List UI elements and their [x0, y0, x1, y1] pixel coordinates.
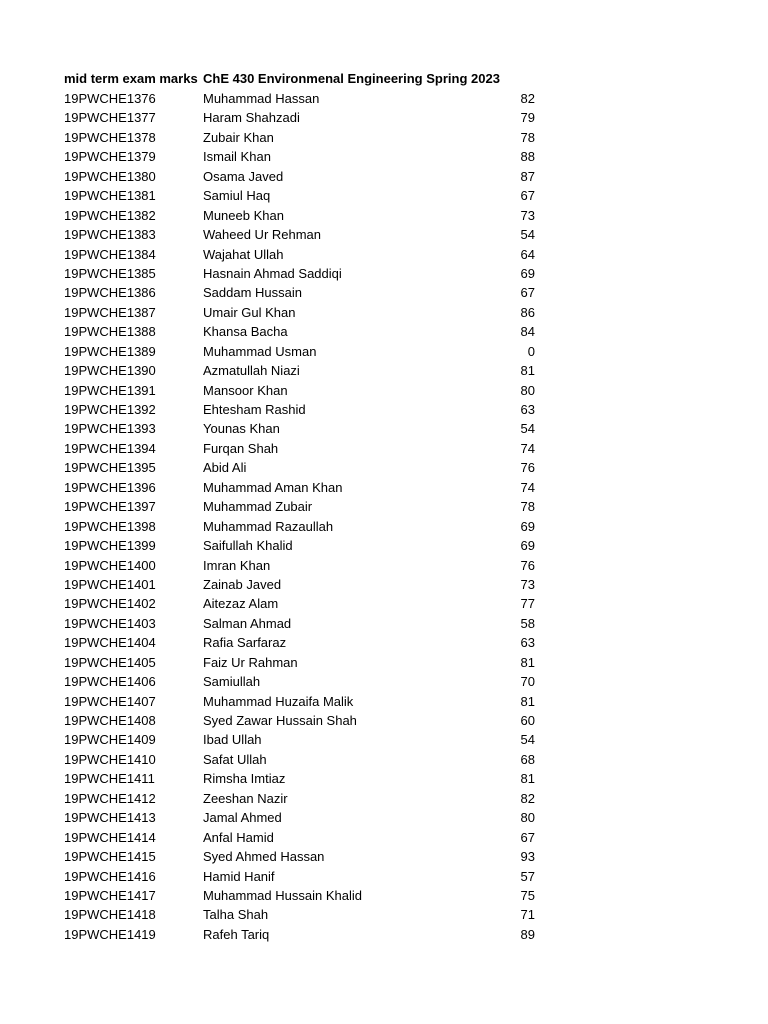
student-marks: 76: [520, 557, 535, 573]
student-marks: 71: [520, 907, 535, 923]
student-id: 19PWCHE1405: [64, 654, 156, 670]
student-name: Syed Ahmed Hassan: [203, 849, 325, 865]
student-name: Osama Javed: [203, 168, 284, 184]
student-marks: 81: [520, 771, 535, 787]
student-id: 19PWCHE1416: [64, 868, 156, 884]
table-row: [0, 245, 768, 264]
table-row: [0, 381, 768, 400]
table-row: [0, 128, 768, 147]
student-name: Muhammad Hassan: [203, 91, 320, 106]
table-row: [0, 633, 768, 652]
student-marks: 63: [520, 635, 535, 651]
student-name: Anfal Hamid: [203, 829, 274, 845]
table-row: [0, 342, 768, 361]
table-row: [0, 867, 768, 886]
table-row: [0, 711, 768, 730]
student-marks: 54: [520, 227, 535, 243]
student-name: Hasnain Ahmad Saddiqi: [203, 265, 342, 281]
student-marks: 70: [520, 674, 535, 690]
student-id: 19PWCHE1393: [64, 421, 156, 437]
table-row: [0, 750, 768, 769]
student-name: Muhammad Hussain Khalid: [203, 887, 362, 903]
student-id: 19PWCHE1383: [64, 227, 156, 243]
student-name: Ismail Khan: [203, 149, 271, 165]
student-marks: 67: [520, 188, 535, 204]
student-id: 19PWCHE1401: [64, 576, 156, 592]
student-id: 19PWCHE1406: [64, 674, 156, 690]
student-name: Samiul Haq: [203, 188, 271, 204]
student-name: Waheed Ur Rehman: [203, 227, 322, 243]
student-id: 19PWCHE1397: [64, 499, 156, 515]
student-name: Muneeb Khan: [203, 207, 284, 223]
table-row: [0, 458, 768, 477]
student-id: 19PWCHE1414: [64, 829, 156, 845]
student-marks: 88: [520, 149, 535, 165]
student-name: Azmatullah Niazi: [203, 363, 300, 379]
student-name: Samiullah: [203, 674, 261, 690]
table-row: [0, 186, 768, 205]
student-id: 19PWCHE1388: [64, 324, 156, 340]
student-marks: 78: [520, 499, 535, 515]
student-id: 19PWCHE1402: [64, 596, 156, 612]
student-name: Salman Ahmad: [203, 615, 292, 631]
student-id: 19PWCHE1377: [64, 110, 156, 126]
table-row: [0, 264, 768, 283]
student-id: 19PWCHE1412: [64, 790, 156, 806]
student-marks: 87: [520, 168, 535, 184]
student-name: Khansa Bacha: [203, 324, 288, 340]
student-id: 19PWCHE1381: [64, 188, 156, 204]
table-row: [0, 478, 768, 497]
table-row: [0, 206, 768, 225]
student-id: 19PWCHE1395: [64, 460, 156, 476]
student-name: Faiz Ur Rahman: [203, 654, 298, 670]
table-row: [0, 808, 768, 827]
student-marks: 68: [520, 751, 535, 767]
student-id: 19PWCHE1417: [64, 887, 156, 903]
table-row: [0, 167, 768, 186]
student-name: Ehtesham Rashid: [203, 402, 306, 417]
student-id: 19PWCHE1385: [64, 265, 156, 281]
student-name: Muhammad Aman Khan: [203, 479, 343, 495]
table-row: [0, 614, 768, 633]
student-marks: 67: [520, 829, 535, 845]
student-id: 19PWCHE1410: [64, 751, 156, 767]
table-row: [0, 556, 768, 575]
student-marks: 77: [520, 596, 535, 612]
student-name: Zeeshan Nazir: [203, 790, 288, 806]
student-name: Syed Zawar Hussain Shah: [203, 713, 357, 728]
student-name: Umair Gul Khan: [203, 304, 296, 320]
student-id: 19PWCHE1389: [64, 343, 156, 359]
table-row: [0, 828, 768, 847]
table-row: [0, 322, 768, 341]
table-row: [0, 497, 768, 516]
student-id: 19PWCHE1394: [64, 440, 156, 456]
student-name: Hamid Hanif: [203, 868, 275, 884]
table-row: [0, 536, 768, 555]
student-marks: 67: [520, 285, 535, 301]
table-row: [0, 400, 768, 419]
student-name: Muhammad Zubair: [203, 499, 313, 515]
student-id: 19PWCHE1411: [64, 771, 155, 787]
student-id: 19PWCHE1408: [64, 713, 156, 728]
student-id: 19PWCHE1380: [64, 168, 156, 184]
table-row: [0, 361, 768, 380]
student-name: Aitezaz Alam: [203, 596, 279, 612]
student-name: Mansoor Khan: [203, 382, 288, 398]
student-name: Younas Khan: [203, 421, 280, 437]
student-marks: 73: [520, 576, 535, 592]
student-marks: 79: [520, 110, 535, 126]
student-marks: 69: [520, 265, 535, 281]
student-id: 19PWCHE1409: [64, 732, 156, 748]
student-marks: 64: [520, 246, 535, 262]
student-marks: 60: [520, 713, 535, 728]
student-id: 19PWCHE1419: [64, 926, 156, 942]
student-marks: 78: [520, 129, 535, 145]
student-id: 19PWCHE1403: [64, 615, 156, 631]
student-marks: 54: [520, 732, 535, 748]
student-id: 19PWCHE1384: [64, 246, 156, 262]
table-row: [0, 692, 768, 711]
student-marks: 69: [520, 518, 535, 534]
table-row: [0, 283, 768, 302]
student-name: Muhammad Usman: [203, 343, 317, 359]
student-marks: 81: [520, 363, 535, 379]
student-name: Ibad Ullah: [203, 732, 262, 748]
table-row: [0, 905, 768, 924]
student-marks: 93: [520, 849, 535, 865]
header-course-title: ChE 430 Environmenal Engineering Spring 2023: [203, 71, 500, 86]
student-name: Zubair Khan: [203, 129, 274, 145]
header-exam-label: mid term exam marks: [64, 71, 198, 86]
student-name: Muhammad Huzaifa Malik: [203, 693, 354, 709]
table-row: [0, 419, 768, 438]
table-row: [0, 147, 768, 166]
student-id: 19PWCHE1392: [64, 402, 156, 417]
student-id: 19PWCHE1382: [64, 207, 156, 223]
table-row: [0, 672, 768, 691]
student-id: 19PWCHE1399: [64, 538, 156, 554]
student-marks: 74: [520, 440, 535, 456]
student-marks: 82: [520, 790, 535, 806]
marks-table: [0, 89, 768, 944]
student-id: 19PWCHE1413: [64, 810, 156, 826]
marks-sheet: [0, 68, 768, 944]
sheet-header: [0, 68, 768, 89]
student-marks: 0: [527, 343, 535, 359]
student-name: Jamal Ahmed: [203, 810, 282, 826]
student-id: 19PWCHE1398: [64, 518, 156, 534]
table-row: [0, 575, 768, 594]
student-marks: 58: [520, 615, 535, 631]
student-name: Safat Ullah: [203, 751, 267, 767]
student-name: Saddam Hussain: [203, 285, 302, 301]
table-row: [0, 789, 768, 808]
student-name: Haram Shahzadi: [203, 110, 300, 126]
student-marks: 63: [520, 402, 535, 417]
student-marks: 80: [520, 382, 535, 398]
table-row: [0, 925, 768, 944]
student-name: Imran Khan: [203, 557, 271, 573]
student-name: Rimsha Imtiaz: [203, 771, 286, 787]
student-marks: 80: [520, 810, 535, 826]
student-id: 19PWCHE1390: [64, 363, 156, 379]
student-marks: 84: [520, 324, 535, 340]
student-marks: 76: [520, 460, 535, 476]
table-row: [0, 303, 768, 322]
student-id: 19PWCHE1418: [64, 907, 156, 923]
student-marks: 86: [520, 304, 535, 320]
table-row: [0, 89, 768, 108]
table-row: [0, 769, 768, 788]
student-id: 19PWCHE1376: [64, 91, 156, 106]
student-name: Talha Shah: [203, 907, 269, 923]
table-row: [0, 594, 768, 613]
student-marks: 89: [520, 926, 535, 942]
student-id: 19PWCHE1387: [64, 304, 156, 320]
student-marks: 74: [520, 479, 535, 495]
student-marks: 75: [520, 887, 535, 903]
student-id: 19PWCHE1407: [64, 693, 156, 709]
table-row: [0, 517, 768, 536]
student-name: Muhammad Razaullah: [203, 518, 334, 534]
table-row: [0, 730, 768, 749]
student-name: Zainab Javed: [203, 576, 282, 592]
student-name: Rafeh Tariq: [203, 926, 270, 942]
student-id: 19PWCHE1378: [64, 129, 156, 145]
student-name: Rafia Sarfaraz: [203, 635, 287, 651]
student-id: 19PWCHE1391: [64, 382, 156, 398]
student-name: Furqan Shah: [203, 440, 279, 456]
student-marks: 81: [520, 693, 535, 709]
student-marks: 81: [520, 654, 535, 670]
student-name: Abid Ali: [203, 460, 247, 476]
table-row: [0, 847, 768, 866]
table-row: [0, 886, 768, 905]
table-row: [0, 439, 768, 458]
student-id: 19PWCHE1379: [64, 149, 156, 165]
student-marks: 57: [520, 868, 535, 884]
student-id: 19PWCHE1400: [64, 557, 156, 573]
student-marks: 73: [520, 207, 535, 223]
student-marks: 82: [520, 91, 535, 106]
student-id: 19PWCHE1396: [64, 479, 156, 495]
student-id: 19PWCHE1386: [64, 285, 156, 301]
student-marks: 54: [520, 421, 535, 437]
table-row: [0, 653, 768, 672]
student-id: 19PWCHE1415: [64, 849, 156, 865]
student-name: Wajahat Ullah: [203, 246, 284, 262]
table-row: [0, 108, 768, 127]
student-id: 19PWCHE1404: [64, 635, 156, 651]
student-name: Saifullah Khalid: [203, 538, 293, 554]
student-marks: 69: [520, 538, 535, 554]
table-row: [0, 225, 768, 244]
